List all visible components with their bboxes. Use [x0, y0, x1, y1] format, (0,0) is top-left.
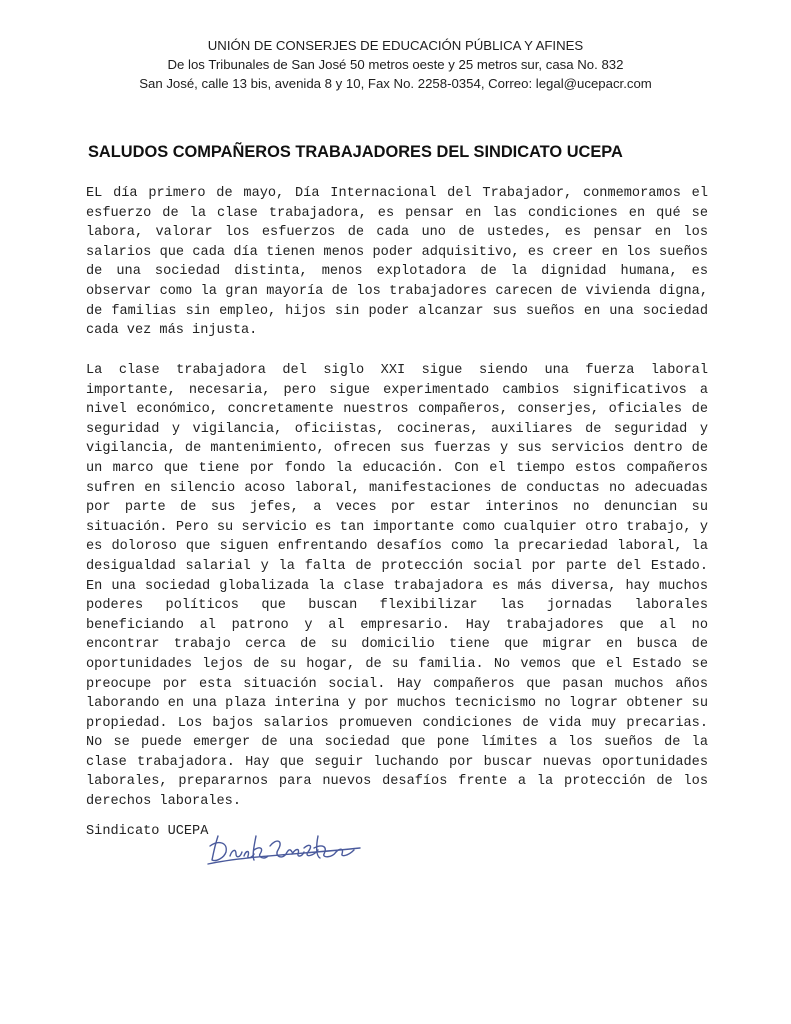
- letter-headline: SALUDOS COMPAÑEROS TRABAJADORES DEL SINDICATO UCEPA: [88, 143, 623, 161]
- body-paragraph-1: EL día primero de mayo, Día Internacional del Trabajador, conmemoramos el esfuerzo de la clase trabajadora, es pensar en las condiciones en qué se labora, valorar los esfuerzos de cada uno de ustedes, es pensar en los salarios que cada día tienen menos poder adquisitivo, es creer en los sueños de una sociedad distinta, menos explotadora de la dignidad humana, es observar como la gran mayoría de los trabajadores carecen de vivienda digna, de familias sin empleo, hijos sin poder alcanzar sus sueños en una sociedad cada vez más injusta.: [86, 186, 708, 339]
- address-line-1: De los Tribunales de San José 50 metros oeste y 25 metros sur, casa No. 832: [167, 57, 624, 72]
- closing-signoff: Sindicato UCEPA: [86, 824, 209, 839]
- organization-name: UNIÓN DE CONSERJES DE EDUCACIÓN PÚBLICA Y AFINES: [207, 38, 584, 53]
- handwritten-signature-icon: [204, 826, 364, 870]
- letterhead: [0, 36, 791, 93]
- body-paragraph-2: La clase trabajadora del siglo XXI sigue siendo una fuerza laboral importante, necesaria, pero sigue experimentado cambios significativos a nivel económico, concretamente nuestros compañeros, conserjes, oficiales de seguridad y vigilancia, oficiistas, cocineras, auxiliares de seguridad y vigilancia, de mantenimiento, ofrecen sus fuerzas y sus servicios dentro de un marco que tiene por fondo la educación. Con el tiempo estos compañeros sufren en silencio acoso laboral, manifestaciones de conductas no adecuadas por parte de sus jefes, a veces por estar interinos no denuncian su situación. Pero su servicio es tan importante como cualquier otro trabajo, y es doloroso que siguen enfrentando desafíos como la precariedad laboral, la desigualdad salarial y la falta de protección social por parte del Estado. En una sociedad globalizada la clase trabajadora es más diversa, hay muchos poderes políticos que buscan flexibilizar las jornadas laborales beneficiando al patrono y al empresario. Hay trabajadores que al no encontrar trabajo cerca de su domicilio tiene que migrar en busca de oportunidades lejos de su hogar, de su familia. No vemos que el Estado se preocupe por esta situación social. Hay compañeros que pasan muchos años laborando en una plaza interina y por muchos tecnicismo no lograr obtener su propiedad. Los bajos salarios promueven condiciones de vida muy precarias. No se puede emerger de una sociedad que pone límites a los sueños de la clase trabajadora. Hay que seguir luchando por buscar nuevas oportunidades laborales, prepararnos para nuevos desafíos frente a la protección de los derechos laborales.: [86, 363, 708, 810]
- address-line-2: San José, calle 13 bis, avenida 8 y 10, Fax No. 2258-0354, Correo: legal@ucepacr.com: [139, 76, 652, 91]
